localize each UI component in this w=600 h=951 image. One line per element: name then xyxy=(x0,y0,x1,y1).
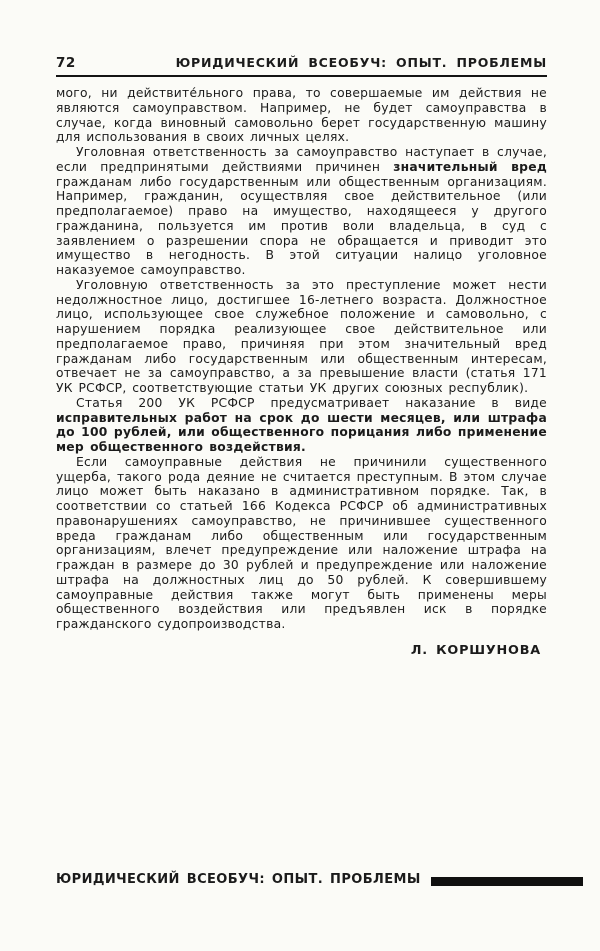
page-content xyxy=(56,0,547,658)
text-run: Статья 200 УК РСФСР предусматривает наказание в виде xyxy=(76,395,547,410)
paragraph xyxy=(56,455,547,632)
page-footer xyxy=(56,872,547,887)
header-rule xyxy=(56,75,547,77)
running-title-footer: ЮРИДИЧЕСКИЙ ВСЕОБУЧ: ОПЫТ. ПРОБЛЕМЫ xyxy=(56,872,421,887)
text-run: мого, ни действите́льного права, то совершаемые им действия не являются самоуправством. Например, не будет самоуправства в случае, когда виновный самовольно берет государственную машину для использования в своих личных целях. xyxy=(56,86,547,145)
paragraph xyxy=(56,278,547,396)
footer-bar xyxy=(431,877,583,886)
page-number: 72 xyxy=(56,55,76,71)
text-run: Уголовную ответственность за это преступление может нести недолжностное лицо, достигшее 16-летнего возраста. Должностное лицо, использующее свое служебное положение и самовольно, с нарушением порядка реализующее свое действительное или предполагаемое право, причиняя при этом значительный вред гражданам либо государственным или общественным интересам, отвечает не за самоуправство, а за превышение власти (статья 171 УК РСФСР, соответствующие статьи УК других союзных республик). xyxy=(56,277,547,395)
article-body xyxy=(56,86,547,632)
author-signature: Л. КОРШУНОВА xyxy=(410,642,541,658)
text-run: Если самоуправные действия не причинили существенного ущерба, такого рода деяние не считается преступным. В этом случае лицо может быть наказано в административном порядке. Так, в соответствии со статьей 166 Кодекса РСФСР об административных правонарушениях самоуправство, не причинившее существенного вреда гражданам либо общественным или государственным организациям, влечет предупреждение или наложение штрафа на граждан в размере до 30 рублей и предупреждение или наложение штрафа на должностных лиц до 50 рублей. К совершившему самоуправные действия также могут быть применены меры общественного воздействия или предъявлен иск в порядке гражданского судопроизводства. xyxy=(56,454,547,631)
paragraph xyxy=(56,86,547,145)
text-run-bold: исправительных работ на срок до шести месяцев, или штрафа до 100 рублей, или общественного порицания либо применение мер общественного воздействия. xyxy=(56,410,547,454)
running-title-header: ЮРИДИЧЕСКИЙ ВСЕОБУЧ: ОПЫТ. ПРОБЛЕМЫ xyxy=(175,55,547,70)
page-header xyxy=(56,0,547,71)
paragraph xyxy=(56,396,547,455)
text-run: Уголовная ответственность за самоуправство наступает в случае, если предпринятыми действиями причинен xyxy=(56,145,547,174)
paragraph xyxy=(56,145,547,278)
text-run-bold: значительный вред xyxy=(393,159,548,174)
text-run: гражданам либо государственным или общественным организациям. Например, гражданин, осуществляя свое действительное (или предполагаемое) право на имущество, находящееся у другого гражданина, пользуется им против воли владельца, в суд с заявлением о разрешении спора не обращается и приводит это имущество в негодность. В этой ситуации налицо уголовное наказуемое самоуправство. xyxy=(56,174,547,277)
